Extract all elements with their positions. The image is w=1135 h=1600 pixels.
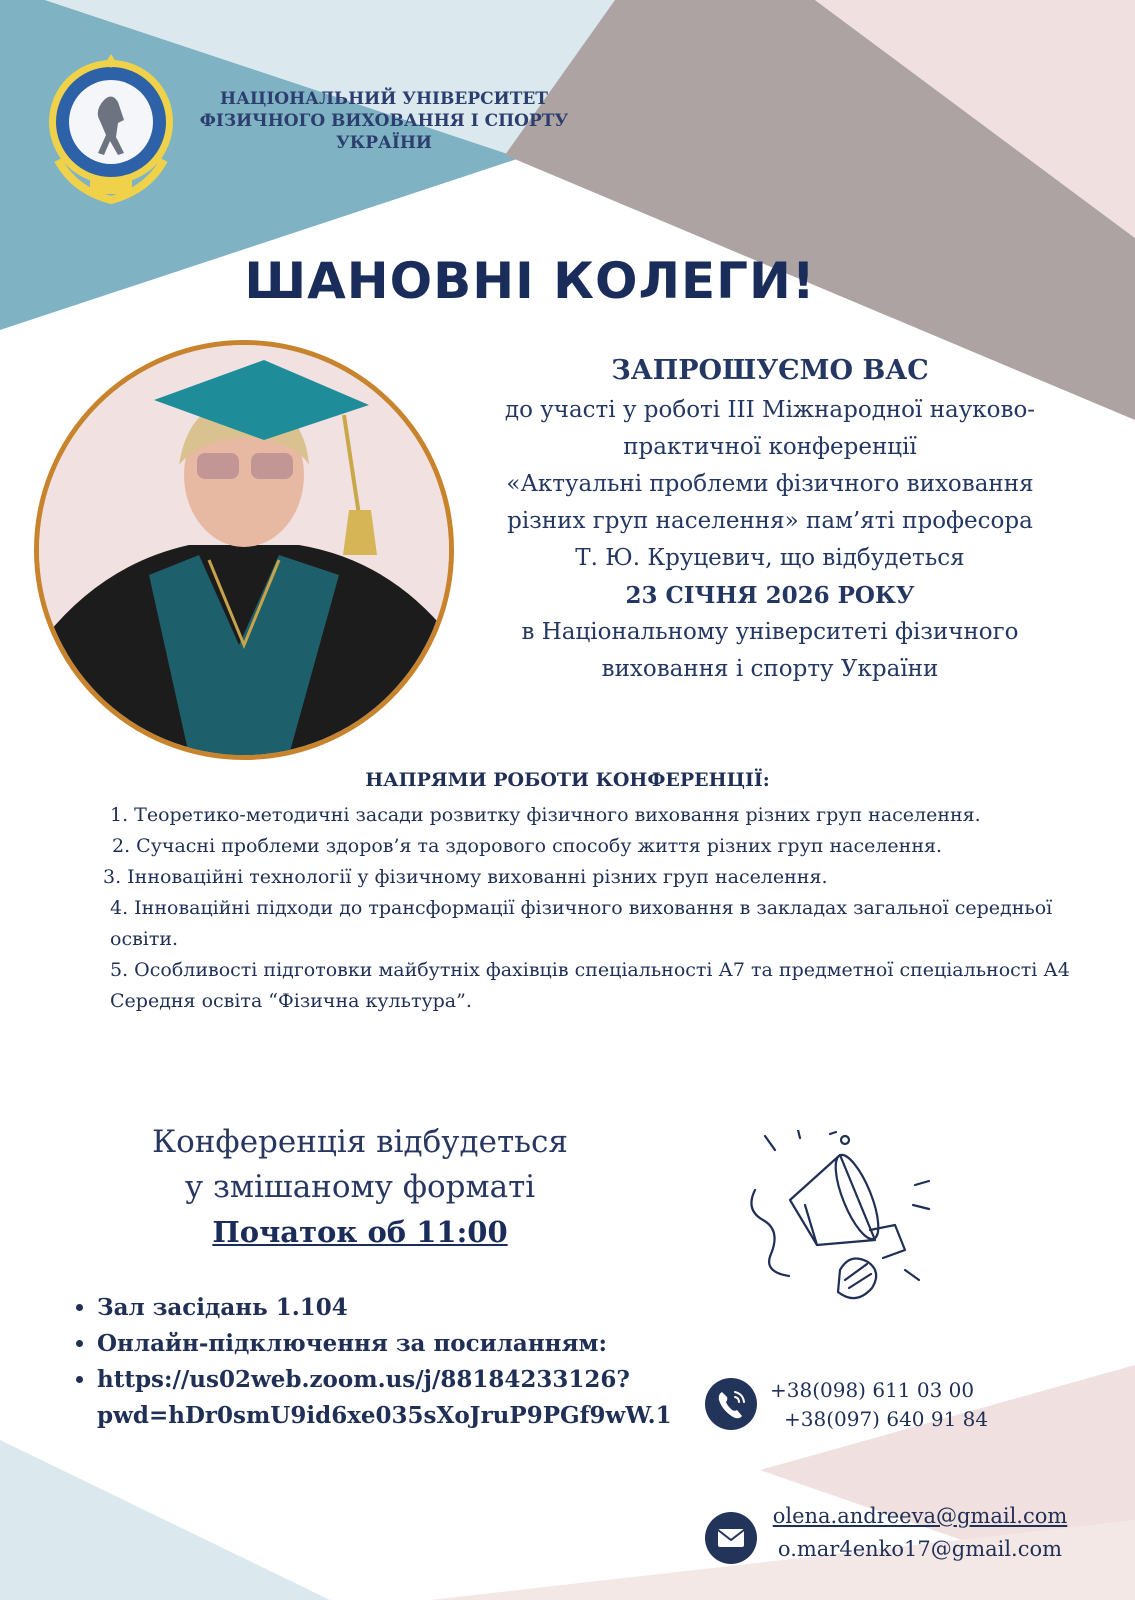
mail-icon xyxy=(705,1512,757,1564)
format-line: Конференція відбудеться xyxy=(152,1124,568,1160)
invitation-line: Т. Ю. Круцевич, що відбудеться xyxy=(575,545,965,571)
conference-date: 23 СІЧНЯ 2026 РОКУ xyxy=(625,582,915,609)
format-line: у змішаному форматі xyxy=(184,1169,536,1205)
zoom-link[interactable] xyxy=(97,1362,705,1434)
invitation-line: практичної конференції xyxy=(623,434,917,460)
conference-title-line: «Актуальні проблеми фізичного виховання xyxy=(506,471,1034,497)
conference-title-line: різних груп населення» пам’яті професора xyxy=(507,508,1033,534)
invitation-line: в Національному університеті фізичного xyxy=(521,619,1019,645)
email-link[interactable]: olena.andreeva@gmail.com xyxy=(772,1504,1068,1528)
university-name-line3: УКРАЇНИ xyxy=(336,133,432,153)
direction-item: 5. Особливості підготовки майбутніх фахівців спеціальності А7 та предметної спеціальності А4 Середня освіта “Фізична культура”. xyxy=(110,959,1070,1012)
professor-portrait xyxy=(34,340,454,760)
zoom-link-part2[interactable]: pwd=hDr0smU9id6xe035sXoJruP9PGf9wW.1 xyxy=(97,1402,672,1429)
phone-numbers xyxy=(770,1376,990,1434)
format-block xyxy=(140,1120,580,1255)
megaphone-icon xyxy=(745,1130,935,1305)
direction-item: 4. Інноваційні підходи до трансформації фізичного виховання в закладах загальної середньої освіти. xyxy=(110,897,1053,950)
directions-list xyxy=(88,800,1078,1017)
invitation-title: ЗАПРОШУЄМО ВАС xyxy=(611,355,929,386)
invitation-block xyxy=(470,350,1070,688)
university-name xyxy=(190,88,578,154)
university-logo xyxy=(46,50,176,205)
invitation-line: виховання і спорту України xyxy=(601,656,939,682)
details-list xyxy=(65,1290,705,1434)
phone-number[interactable]: +38(097) 640 91 84 xyxy=(784,1407,989,1431)
start-time: Початок об 11:00 xyxy=(212,1215,508,1249)
university-name-line1: НАЦІОНАЛЬНИЙ УНІВЕРСИТЕТ xyxy=(220,89,548,109)
direction-item: 3. Інноваційні технології у фізичному вихованні різних груп населення. xyxy=(103,866,828,888)
zoom-link-part1[interactable]: https://us02web.zoom.us/j/88184233126? xyxy=(97,1366,630,1393)
phone-number[interactable]: +38(098) 611 03 00 xyxy=(770,1378,975,1402)
directions-title: НАПРЯМИ РОБОТИ КОНФЕРЕНЦІЇ: xyxy=(365,769,770,791)
online-item: • Онлайн-підключення за посиланням: xyxy=(97,1326,705,1362)
direction-item: 2. Сучасні проблеми здоров’я та здорового способу життя різних груп населення. xyxy=(112,835,943,857)
university-name-line2: ФІЗИЧНОГО ВИХОВАННЯ І СПОРТУ xyxy=(199,111,569,131)
invitation-line: до участі у роботі ІІІ Міжнародної науково- xyxy=(504,397,1036,423)
hall-item: • Зал засідань 1.104 xyxy=(97,1290,705,1326)
phone-icon xyxy=(705,1378,757,1430)
email-link[interactable]: o.mar4enko17@gmail.com xyxy=(777,1537,1063,1561)
page-title: ШАНОВНІ КОЛЕГИ! xyxy=(244,252,816,310)
email-addresses xyxy=(770,1500,1070,1566)
direction-item: 1. Теоретико-методичні засади розвитку фізичного виховання різних груп населення. xyxy=(110,804,981,826)
